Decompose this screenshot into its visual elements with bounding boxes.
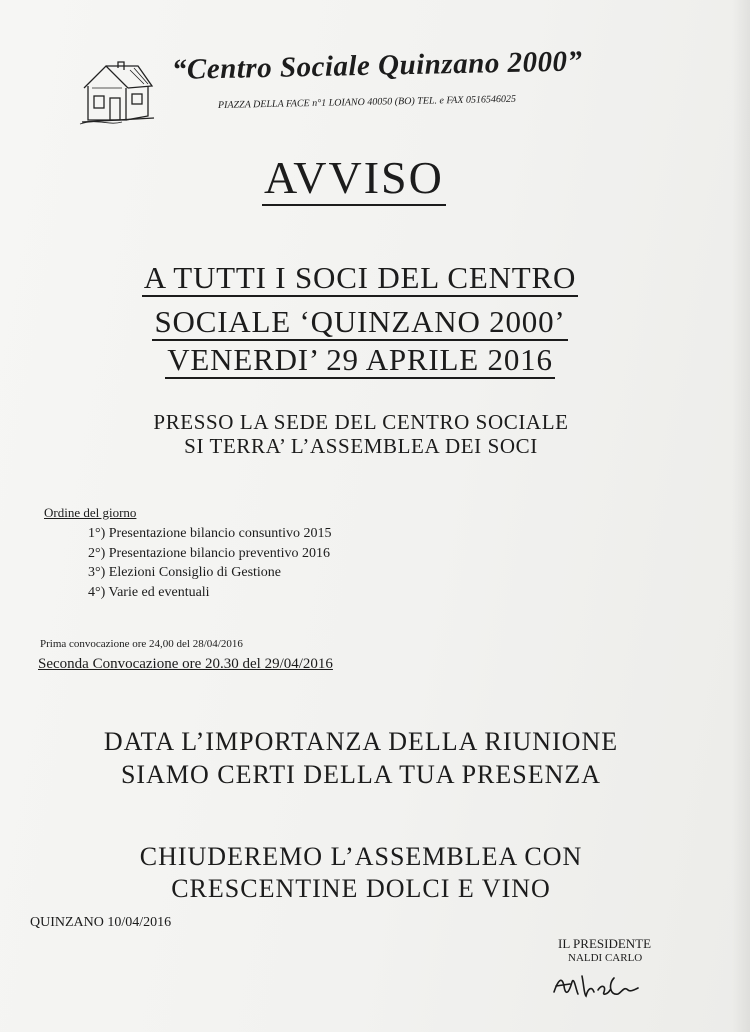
headline-line-2: SOCIALE ‘QUINZANO 2000’ [154,304,566,339]
first-convocation: Prima convocazione ore 24,00 del 28/04/2016 [40,638,243,650]
message-line-2: SIAMO CERTI DELLA TUA PRESENZA [120,760,602,789]
second-convocation: Seconda Convocazione ore 20.30 del 29/04/2016 [38,656,333,672]
agenda-item: 4°) Varie ed eventuali [88,584,210,600]
closing-line-2: CRESCENTINE DOLCI E VINO [171,874,551,903]
agenda-title: Ordine del giorno [44,505,137,520]
page-shadow [732,0,750,1032]
organization-name: “Centro Sociale Quinzano 2000” [171,45,583,86]
subline-1: PRESSO LA SEDE DEL CENTRO SOCIALE [153,410,569,434]
headline-line-1: A TUTTI I SOCI DEL CENTRO [143,260,577,295]
headline-line-3: VENERDI’ 29 APRILE 2016 [167,342,553,377]
president-role: IL PRESIDENTE [558,936,652,951]
president-name: NALDI CARLO [568,952,643,964]
closing-line-1: CHIUDEREMO L’ASSEMBLEA CON [139,842,583,871]
organization-address: PIAZZA DELLA FACE n°1 LOIANO 40050 (BO) TEL. e FAX 0516546025 [217,93,517,111]
agenda-item: 1°) Presentazione bilancio consuntivo 2015 [88,526,332,541]
agenda-item: 2°) Presentazione bilancio preventivo 2016 [88,545,330,561]
place-date: QUINZANO 10/04/2016 [30,915,172,930]
house-logo-icon [78,58,158,128]
subline-2: SI TERRA’ L’ASSEMBLEA DEI SOCI [184,434,538,458]
agenda-item: 3°) Elezioni Consiglio di Gestione [88,565,282,580]
agenda-list [88,524,332,602]
handwritten-signature-icon [548,956,668,1006]
message-line-1: DATA L’IMPORTANZA DELLA RIUNIONE [103,727,619,756]
notice-title: AVVISO [262,152,446,206]
